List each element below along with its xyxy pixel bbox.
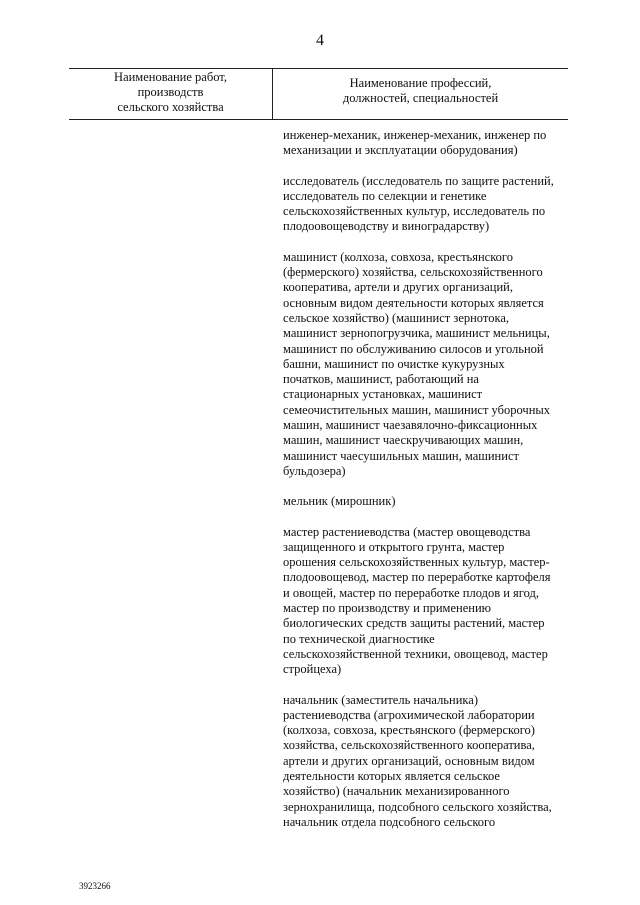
entry-researcher: исследователь (исследователь по защите растений, исследователь по селекции и генетике сельскохозяйственных культур, исследователь по плодоовощеводству и виноградарству) xyxy=(283,173,554,234)
document-code: 3923266 xyxy=(79,881,111,891)
entry-miller: мельник (мирошник) xyxy=(283,494,396,509)
entry-crop-head: начальник (заместитель начальника) растениеводства (агрохимической лаборатории (колхоза, совхоза, крестьянского (фермерского) хозяйства, сельскохозяйственного кооператива, артели и других организаций, основным видом деятельности которых является сельское хозяйство) (начальник механизированного зернохранилища, подсобного сельского хозяйства, начальник отдела подсобного сельского xyxy=(283,692,552,829)
column-header-professions: Наименование профессий, должностей, специальностей xyxy=(342,76,499,105)
page-number: 4 xyxy=(316,32,324,49)
entry-engineer-mechanic: инженер-механик, инженер-механик, инженер по механизации и эксплуатации оборудования) xyxy=(283,128,547,158)
column-header-works: Наименование работ, производств сельского хозяйства xyxy=(114,70,227,114)
entry-machinist: машинист (колхоза, совхоза, крестьянского (фермерского) хозяйства, сельскохозяйственного кооператива, артели и других организаций, основным видом деятельности которых является сельское хозяйство) (машинист зернотока, машинист зернопогрузчика, машинист мельницы, машинист по обслуживанию силосов и угольной башни, машинист по очистке кукурузных початков, машинист, работающий на стационарных установках, машинист семеочистительных машин, машинист уборочных машин, машинист чаезавялочно-фиксационных машин, машинист чаескручивающих машин, машинист чаесушильных машин, машинист бульдозера) xyxy=(283,249,551,478)
table-header xyxy=(69,68,568,120)
entry-crop-master: мастер растениеводства (мастер овощеводства защищенного и открытого грунта, мастер орошения сельскохозяйственных культур, мастер- плодоовощевод, мастер по переработке картофеля и овощей, мастер по переработке плодов и ягод, мастер по производству и применению биологических средств защиты растений, мастер по технической диагностике сельскохозяйственной техники, овощевод, мастер стройцеха) xyxy=(283,524,551,677)
professions-list xyxy=(283,128,573,830)
